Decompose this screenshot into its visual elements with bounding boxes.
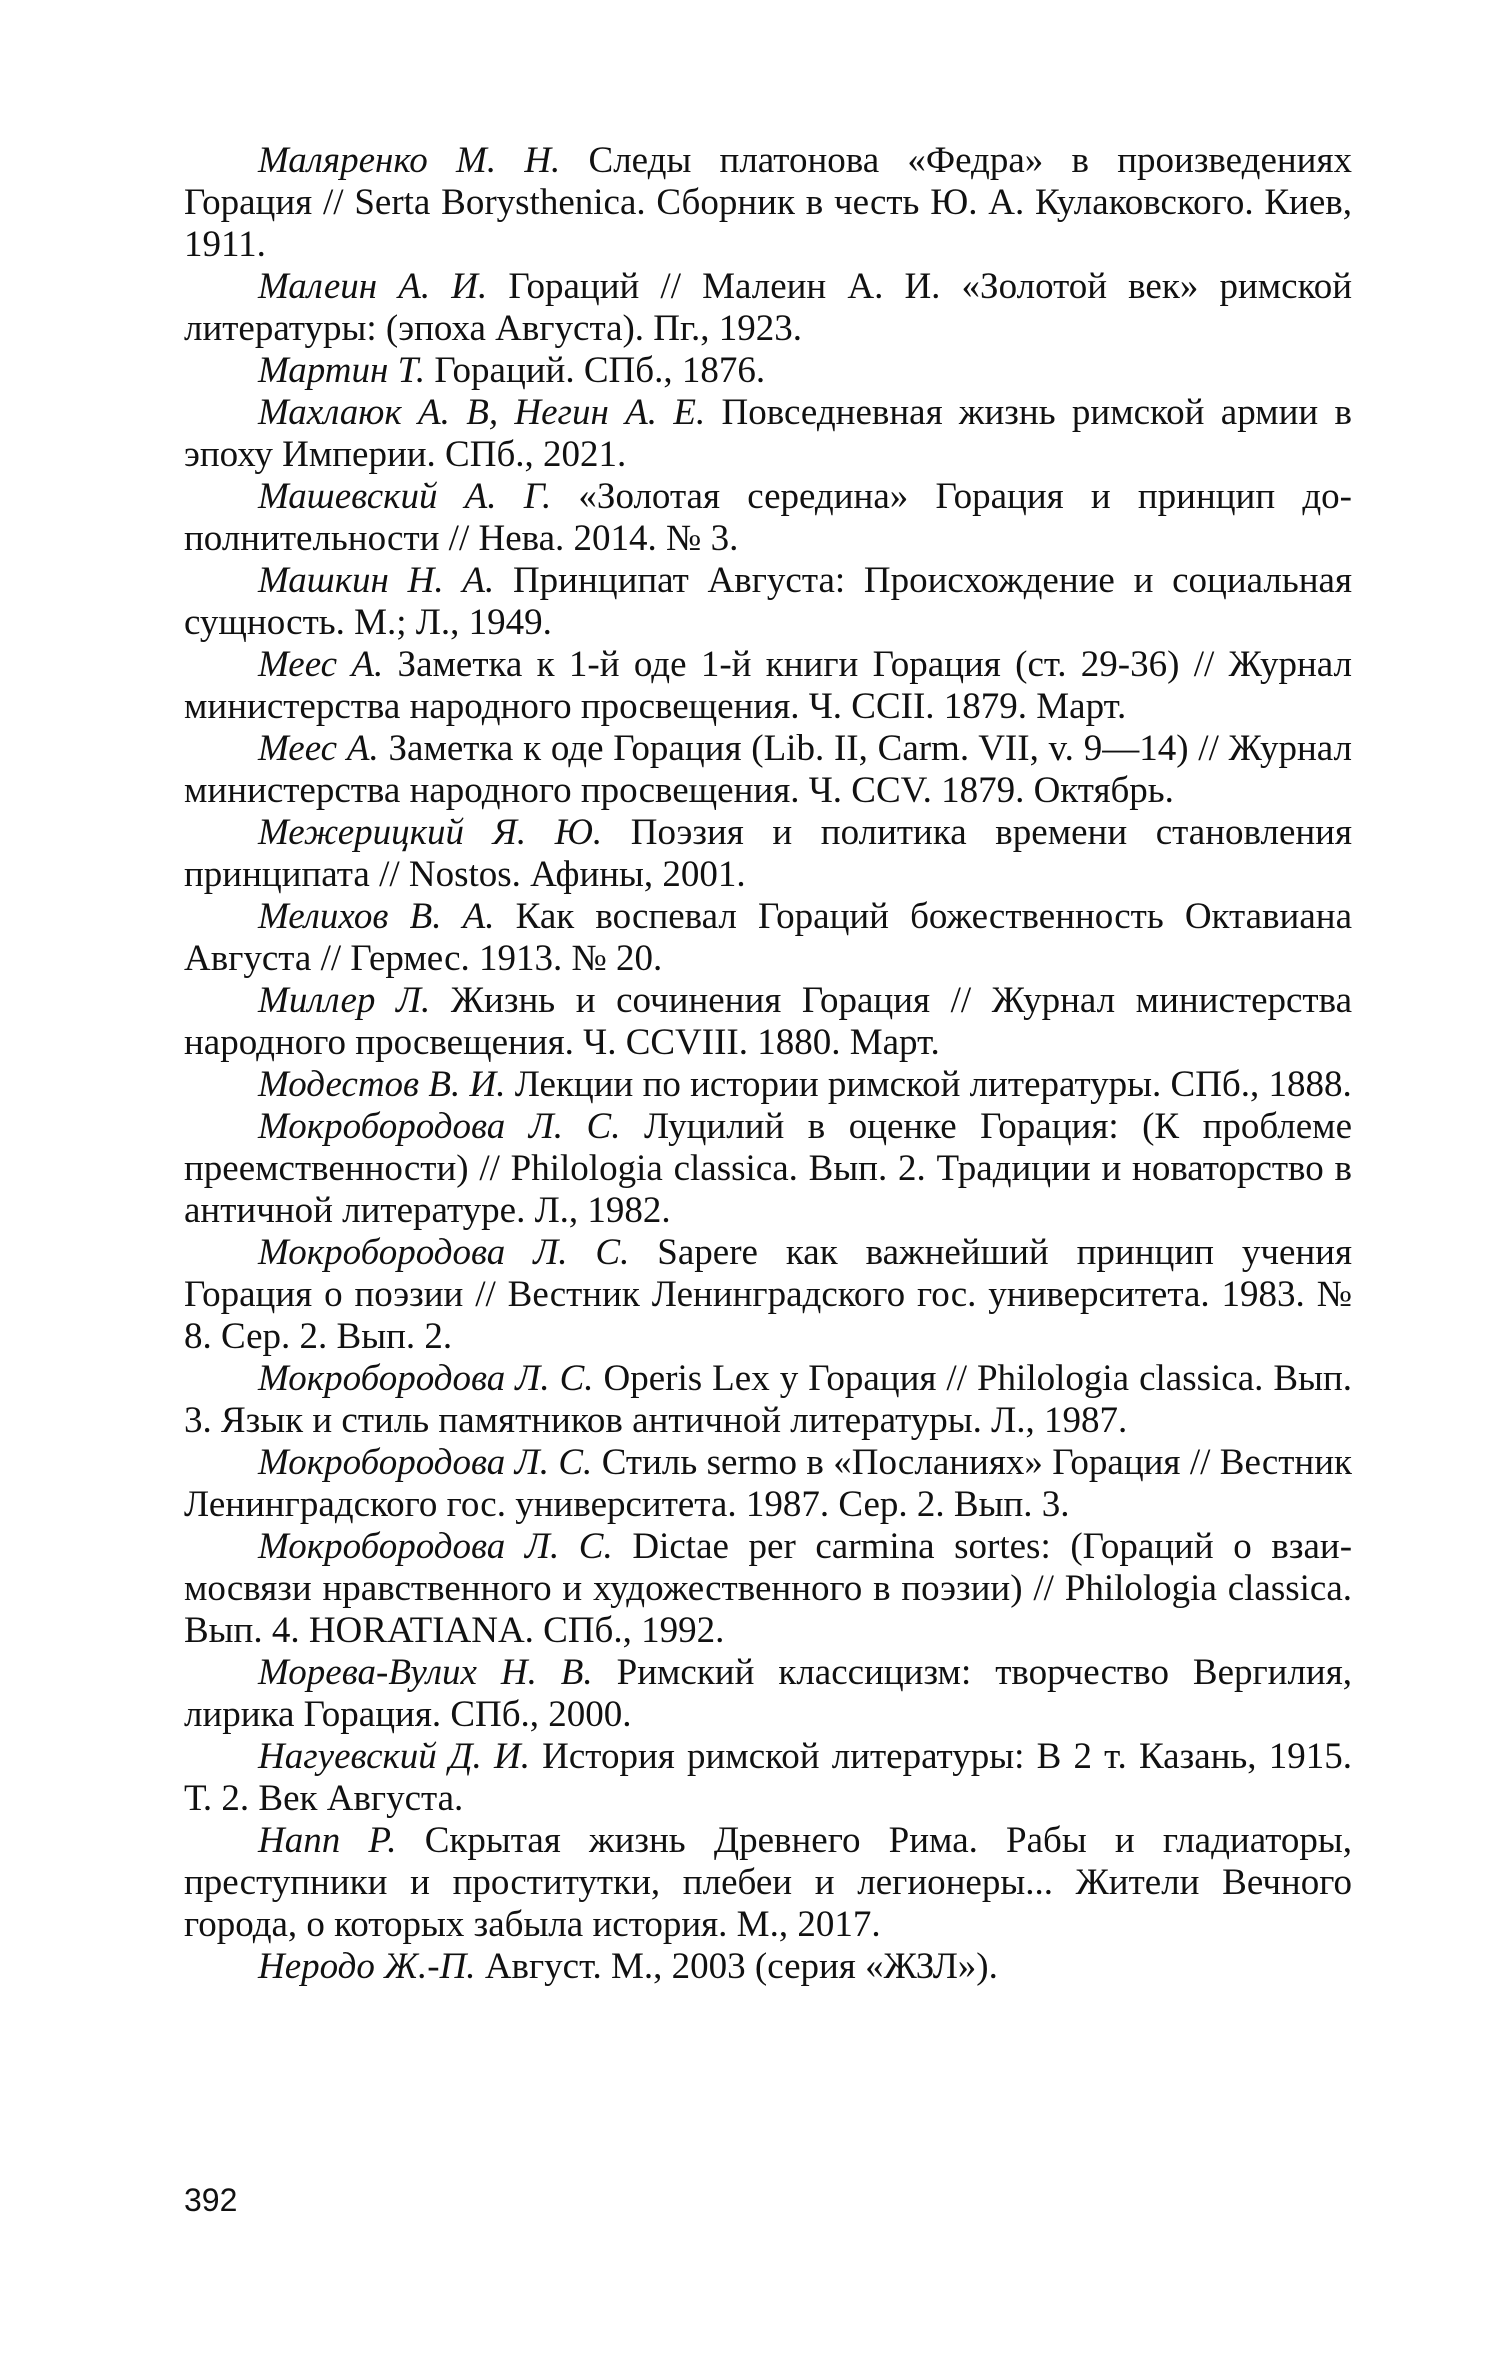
entry-author: Мелихов В. А. — [258, 896, 495, 937]
entry-text: Гораций. СПб., 1876. — [425, 350, 766, 391]
entry-text: Август. М., 2003 (серия «ЖЗЛ»). — [475, 1946, 998, 1987]
bibliography-entry — [184, 560, 1352, 644]
bibliography-entry — [184, 644, 1352, 728]
entry-author: Межерицкий Я. Ю. — [258, 812, 603, 853]
bibliography-entry — [184, 1946, 1352, 1988]
page-number: 392 — [184, 2182, 238, 2218]
bibliography-entry — [184, 1106, 1352, 1232]
bibliography-entry — [184, 266, 1352, 350]
bibliography-entry — [184, 476, 1352, 560]
entry-author: Меес А. — [258, 644, 384, 685]
entry-author: Нагуевский Д. И. — [258, 1736, 530, 1777]
bibliography-entry — [184, 1064, 1352, 1106]
bibliography-entry — [184, 1652, 1352, 1736]
bibliography-entry — [184, 980, 1352, 1064]
entry-author: Неродо Ж.-П. — [258, 1946, 476, 1987]
entry-text: Как воспевал Гораций божественность Октавиана Августа // Гермес. 1913. № 20. — [184, 896, 1353, 979]
bibliography-entry — [184, 1232, 1352, 1358]
entry-text: Жизнь и сочинения Горация // Журнал министерства народного просвещения. Ч. CCVIII. 1880. Март. — [184, 980, 1352, 1063]
entry-text: Поэзия и политика времени становления принципата // Nostos. Афины, 2001. — [184, 812, 1352, 895]
entry-author: Мокробородова Л. С. — [258, 1232, 630, 1273]
entry-author: Модестов В. И. — [258, 1064, 506, 1105]
entry-text: Следы платонова «Федра» в произведениях Горация // Serta Borysthenica. Сборник в честь Ю. А. Кулаковского. Киев, 1911. — [184, 140, 1352, 265]
entry-author: Мокробородова Л. С. — [258, 1526, 613, 1567]
entry-author: Махлаюк А. В, Негин А. Е. — [258, 392, 706, 433]
bibliography-entry — [184, 896, 1352, 980]
entry-text: Скрытая жизнь Древнего Рима. Рабы и гладиаторы, преступники и проститутки, плебеи и легионеры... Жители Вечного города, о которых забыла история. М., 2017. — [184, 1820, 1352, 1945]
bibliography-entry — [184, 1736, 1352, 1820]
bibliography-entry — [184, 1820, 1352, 1946]
bibliography-entry — [184, 350, 1352, 392]
entry-text: Заметка к 1-й оде 1-й книги Горация (ст. 29-36) // Журнал министерства народного просвещения. Ч. CCII. 1879. Март. — [184, 644, 1352, 727]
entry-text: Sapere как важнейший принцип учения Горация о поэзии // Вестник Ленинградского гос. университета. 1983. № 8. Сер. 2. Вып. 2. — [184, 1232, 1352, 1357]
entry-text: Принципат Августа: Происхождение и социальная сущность. М.; Л., 1949. — [184, 560, 1352, 643]
entry-author: Мокробородова Л. С. — [258, 1442, 593, 1483]
entry-author: Машевский А. Г. — [258, 476, 552, 517]
bibliography-entry — [184, 140, 1352, 266]
entry-text: Operis Lex у Горация // Philologia classica. Вып. 3. Язык и стиль памятников античной литературы. Л., 1987. — [184, 1358, 1352, 1441]
entry-text: Стиль sermo в «Посланиях» Горация // Вестник Ленинградского гос. университета. 1987. Сер. 2. Вып. 3. — [184, 1442, 1352, 1525]
entry-author: Машкин Н. А. — [258, 560, 495, 601]
bibliography-entry — [184, 1442, 1352, 1526]
entry-text: Луцилий в оценке Горация: (К проблеме преемственности) // Philologia classica. Вып. 2. Традиции и новаторство в античной литературе. Л., 1982. — [184, 1106, 1353, 1231]
entry-author: Миллер Л. — [258, 980, 431, 1021]
entry-author: Меес А. — [258, 728, 379, 769]
entry-text: Заметка к оде Горация (Lib. II, Carm. VII, v. 9—14) // Журнал министерства народного просвещения. Ч. CCV. 1879. Октябрь. — [184, 728, 1353, 811]
entry-author: Мартин Т. — [258, 350, 426, 391]
entry-text: Повседневная жизнь римской армии в эпоху Империи. СПб., 2021. — [184, 392, 1352, 475]
bibliography-entry — [184, 1526, 1352, 1652]
bibliography-entry — [184, 1358, 1352, 1442]
entry-author: Мокробородова Л. С. — [258, 1106, 621, 1147]
entry-author: Напп Р. — [258, 1820, 397, 1861]
entry-text: История римской литературы: В 2 т. Казань, 1915. Т. 2. Век Августа. — [184, 1736, 1352, 1819]
bibliography-entry — [184, 728, 1352, 812]
entry-author: Морева-Вулих Н. В. — [258, 1652, 593, 1693]
bibliography-list — [184, 140, 1352, 1988]
entry-text: Dictae per carmina sortes: (Гораций о взаимосвязи нравственного и художественного в поэзии) // Philologia classica. Вып. 4. HORATIANA. СПб., 1992. — [184, 1526, 1353, 1651]
entry-text: Римский классицизм: творчество Вергилия, лирика Горация. СПб., 2000. — [184, 1652, 1353, 1735]
entry-text: Лекции по истории римской литературы. СПб., 1888. — [505, 1064, 1352, 1105]
bibliography-entry — [184, 812, 1352, 896]
bibliography-entry — [184, 392, 1352, 476]
entry-text: Гораций // Малеин А. И. «Золотой век» римской литературы: (эпоха Августа). Пг., 1923. — [184, 266, 1352, 349]
entry-author: Мокробородова Л. С. — [258, 1358, 594, 1399]
entry-text: «Золотая середина» Горация и принцип дополнительности // Нева. 2014. № 3. — [184, 476, 1352, 559]
entry-author: Маляренко М. Н. — [258, 140, 561, 181]
entry-author: Малеин А. И. — [258, 266, 488, 307]
